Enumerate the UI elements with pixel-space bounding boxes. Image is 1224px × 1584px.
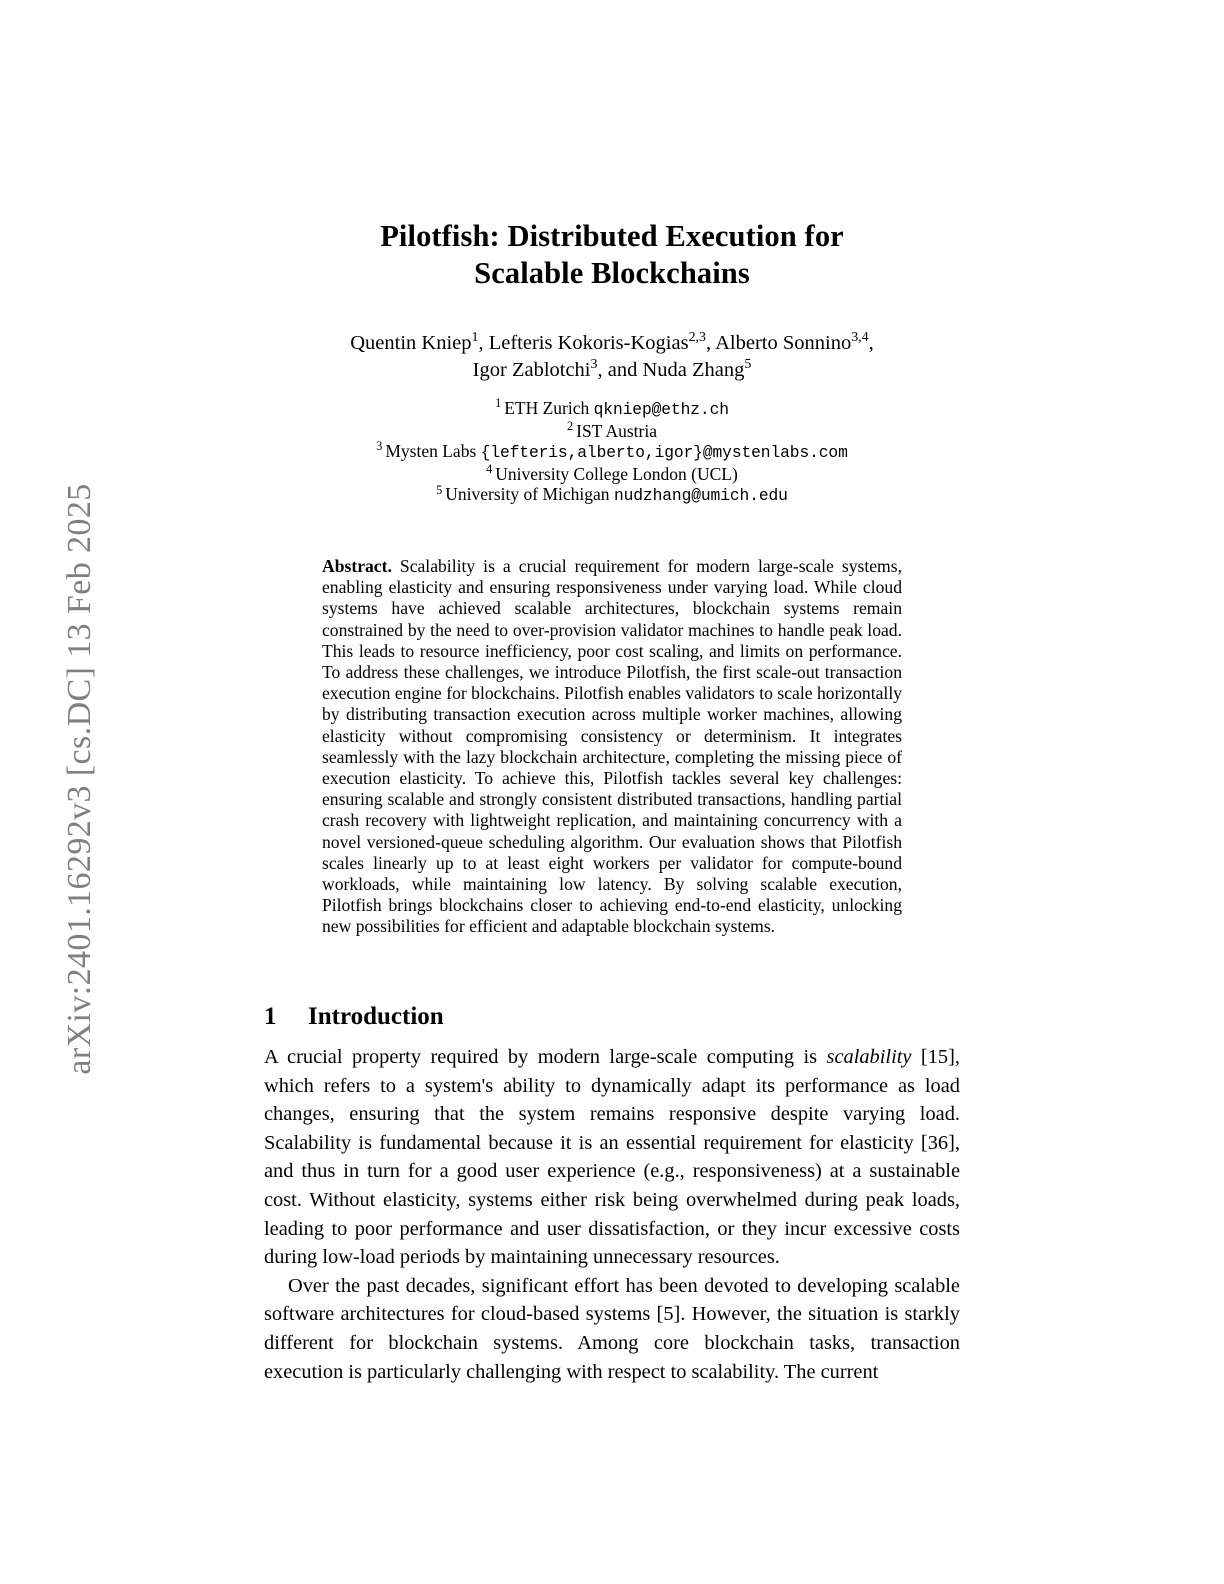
- page-title: [264, 218, 960, 292]
- author-affil-marker: 3: [590, 357, 598, 373]
- affiliation-item: [264, 398, 960, 421]
- title-line-2: Scalable Blockchains: [474, 256, 750, 290]
- author-name-zablotchi: Igor Zablotchi: [472, 359, 591, 381]
- author-list: [264, 330, 960, 384]
- author-name-zhang: , and Nuda Zhang: [597, 359, 745, 381]
- author-line-1: [264, 330, 960, 357]
- section-body-introduction: [264, 1043, 960, 1386]
- affiliation-email: {lefteris,alberto,igor}@mystenlabs.com: [480, 443, 848, 463]
- paragraph: [264, 1043, 960, 1272]
- affiliation-item: [264, 441, 960, 464]
- author-affil-marker: 3,4: [851, 330, 869, 346]
- author-line-2: [264, 357, 960, 384]
- emphasized-term: scalability: [826, 1046, 912, 1068]
- affiliation-name: ETH Zurich: [504, 398, 590, 418]
- affiliation-item: [264, 418, 960, 442]
- section-number: 1: [264, 1003, 277, 1030]
- affiliation-item: [264, 484, 960, 507]
- paragraph: [264, 1272, 960, 1386]
- author-line-separator: ,: [868, 332, 874, 354]
- affiliation-name: IST Austria: [576, 420, 657, 441]
- abstract-text: Scalability is a crucial requirement for modern large-scale systems, enabling elasticity and ensuring responsiveness under varying load. While cloud systems have achieved scalable architectures, blockchain systems remain constrained by the need to over-provision validator machines to handle peak load. This leads to resource inefficiency, poor cost scaling, and limits on performance. To address these challenges, we introduce Pilotfish, the first scale-out transaction execution engine for blockchains. Pilotfish enables validators to scale horizontally by distributing transaction execution across multiple worker machines, allowing elasticity without compromising consistency or determinism. It integrates seamlessly with the lazy blockchain architecture, completing the missing piece of execution elasticity. To achieve this, Pilotfish tackles several key challenges: ensuring scalable and strongly consistent distributed transactions, handling partial crash recovery with lightweight replication, and maintaining concurrency with a novel versioned-queue scheduling algorithm. Our evaluation shows that Pilotfish scales linearly up to at least eight workers per validator for compute-bound workloads, while maintaining low latency. By solving scalable execution, Pilotfish brings blockchains closer to achieving end-to-end elasticity, unlocking new possibilities for efficient and adaptable blockchain systems.: [322, 556, 902, 937]
- affiliation-marker: 5: [436, 482, 443, 497]
- author-name-sonnino: , Alberto Sonnino: [705, 332, 852, 354]
- affiliation-marker: 3: [376, 439, 383, 454]
- paragraph-text: A crucial property required by modern large-scale computing is: [264, 1046, 827, 1068]
- section-heading-introduction: [264, 1003, 964, 1031]
- title-line-1: Pilotfish: Distributed Execution for: [380, 219, 844, 253]
- abstract-block: [322, 556, 902, 938]
- abstract-label: Abstract.: [322, 556, 392, 576]
- paragraph-text: Over the past decades, significant effort has been devoted to developing scalable software architectures for cloud-based systems [5]. However, the situation is starkly different for blockchain systems. Among core blockchain tasks, transaction execution is particularly challenging with respect to scalability. The current: [264, 1274, 960, 1383]
- author-affil-marker: 2,3: [688, 330, 706, 346]
- affiliation-name: Mysten Labs: [385, 441, 477, 462]
- affiliation-email: nudzhang@umich.edu: [613, 486, 788, 506]
- author-affil-marker: 5: [744, 357, 752, 373]
- arxiv-stamp-text: arXiv:2401.16292v3 [cs.DC] 13 Feb 2025: [61, 483, 98, 1075]
- affiliation-marker: 1: [495, 396, 502, 411]
- author-name-kniep: Quentin Kniep: [350, 332, 472, 354]
- affiliation-list: [264, 398, 960, 507]
- affiliation-email: qkniep@ethz.ch: [593, 400, 729, 419]
- affiliation-marker: 4: [486, 461, 493, 476]
- affiliation-item: [264, 461, 960, 485]
- author-affil-marker: 1: [471, 330, 479, 346]
- affiliation-name: University College London (UCL): [495, 463, 738, 484]
- paragraph-text: [15], which refers to a system's ability to dynamically adapt its performance as load changes, ensuring that the system remains responsive despite varying load. Scalability is fundamental because it is an essential requirement for elasticity [36], and thus in turn for a good user experience (e.g., responsiveness) at a sustainable cost. Without elasticity, systems either risk being overwhelmed during peak loads, leading to poor performance and user dissatisfaction, or they incur excessive costs during low-load periods by maintaining unnecessary resources.: [264, 1046, 960, 1269]
- affiliation-marker: 2: [567, 418, 574, 433]
- section-title: Introduction: [308, 1003, 444, 1030]
- author-name-kokoris-kogias: , Lefteris Kokoris-Kogias: [478, 332, 689, 354]
- affiliation-name: University of Michigan: [445, 484, 610, 505]
